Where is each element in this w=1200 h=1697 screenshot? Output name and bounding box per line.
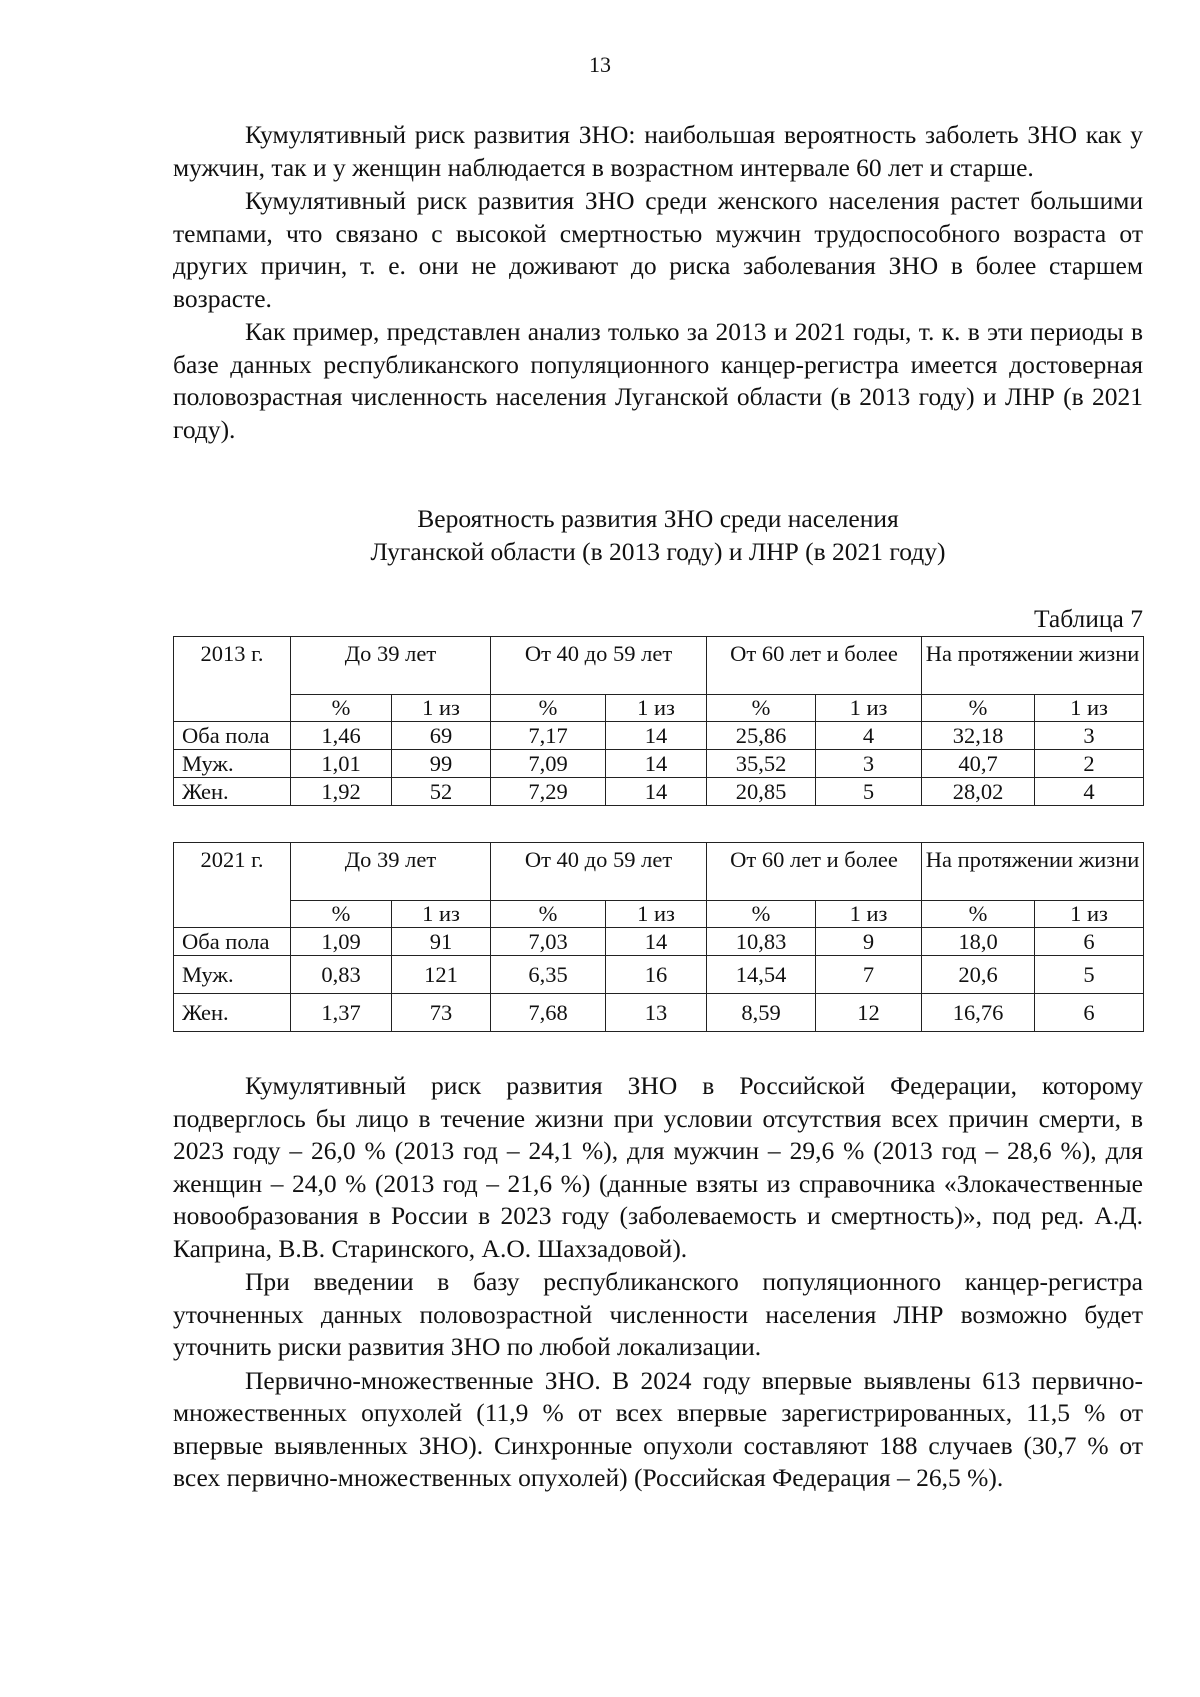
table-cell: 52 <box>392 778 491 806</box>
table-cell: 32,18 <box>922 722 1035 750</box>
table-cell: 20,6 <box>922 956 1035 994</box>
table-cell: 7,09 <box>491 750 606 778</box>
table-cell: 4 <box>816 722 922 750</box>
table-cell: 6 <box>1035 994 1144 1032</box>
table-cell: 2 <box>1035 750 1144 778</box>
group-header-lifetime: На протяжении жизни <box>922 843 1144 901</box>
year-cell: 2021 г. <box>174 843 291 928</box>
table-row <box>174 778 1144 806</box>
table-title <box>173 503 1143 568</box>
table-row <box>174 750 1144 778</box>
table-cell: 7,29 <box>491 778 606 806</box>
table-cell: 1,37 <box>291 994 392 1032</box>
table-cell: 99 <box>392 750 491 778</box>
table-cell: 8,59 <box>707 994 816 1032</box>
table-cell: 0,83 <box>291 956 392 994</box>
table-cell: 5 <box>816 778 922 806</box>
table-cell: 69 <box>392 722 491 750</box>
row-label: Муж. <box>174 750 291 778</box>
table-cell: 14 <box>606 928 707 956</box>
risk-table-2013 <box>173 636 1144 806</box>
percent-header: % <box>291 901 392 928</box>
table-cell: 13 <box>606 994 707 1032</box>
table-row <box>174 994 1144 1032</box>
table-cell: 14 <box>606 778 707 806</box>
table-cell: 3 <box>1035 722 1144 750</box>
row-label: Оба пола <box>174 928 291 956</box>
percent-header: % <box>922 901 1035 928</box>
table-cell: 7,68 <box>491 994 606 1032</box>
group-header-60-plus: От 60 лет и более <box>707 843 922 901</box>
table-header-row <box>174 843 1144 901</box>
year-cell: 2013 г. <box>174 637 291 722</box>
group-header-60-plus: От 60 лет и более <box>707 637 922 695</box>
table-cell: 7,03 <box>491 928 606 956</box>
paragraph-female-risk: Кумулятивный риск развития ЗНО среди женского населения растет большими темпами, что связано с высокой смертностью мужчин трудоспособного возраста от других причин, т. е. они не доживают до риска заболевания ЗНО в более старшем возрасте. <box>173 186 1143 313</box>
table-cell: 3 <box>816 750 922 778</box>
table-cell: 6,35 <box>491 956 606 994</box>
table-cell: 14,54 <box>707 956 816 994</box>
percent-header: % <box>707 901 816 928</box>
group-header-40-59: От 40 до 59 лет <box>491 637 707 695</box>
one-in-header: 1 из <box>816 695 922 722</box>
table-cell: 91 <box>392 928 491 956</box>
row-label: Муж. <box>174 956 291 994</box>
one-in-header: 1 из <box>1035 901 1144 928</box>
table-cell: 7 <box>816 956 922 994</box>
percent-header: % <box>707 695 816 722</box>
table-cell: 12 <box>816 994 922 1032</box>
percent-header: % <box>291 695 392 722</box>
row-label: Оба пола <box>174 722 291 750</box>
row-label: Жен. <box>174 778 291 806</box>
table-cell: 4 <box>1035 778 1144 806</box>
intro-text <box>173 119 1143 446</box>
paragraph-multiple-tumors: Первично-множественные ЗНО. В 2024 году впервые выявлены 613 первично-множественных опухолей (11,9 % от всех впервые зарегистрированных, 11,5 % от впервые выявленных ЗНО). Синхронные опухоли составляют 188 случаев (30,7 % от всех первично-множественных опухолей) (Российская Федерация – 26,5 %). <box>173 1365 1143 1492</box>
table-cell: 1,01 <box>291 750 392 778</box>
table-cell: 28,02 <box>922 778 1035 806</box>
table-cell: 20,85 <box>707 778 816 806</box>
table-cell: 6 <box>1035 928 1144 956</box>
one-in-header: 1 из <box>392 901 491 928</box>
table-cell: 1,92 <box>291 778 392 806</box>
table-header-row <box>174 637 1144 695</box>
table-cell: 1,46 <box>291 722 392 750</box>
row-label: Жен. <box>174 994 291 1032</box>
table-row <box>174 928 1144 956</box>
table-title-line-1: Вероятность развития ЗНО среди населения <box>417 504 899 533</box>
paragraph-cumulative-risk: Кумулятивный риск развития ЗНО: наибольшая вероятность заболеть ЗНО как у мужчин, так и у женщин наблюдается в возрастном интервале 60 лет и старше. <box>173 120 1143 182</box>
paragraph-analysis-example: Как пример, представлен анализ только за 2013 и 2021 годы, т. к. в эти периоды в базе данных республиканского популяционного канцер-регистра имеется достоверная половозрастная численность населения Луганской области (в 2013 году) и ЛНР (в 2021 году). <box>173 317 1143 444</box>
table-cell: 5 <box>1035 956 1144 994</box>
closing-text <box>173 1070 1143 1495</box>
table-cell: 14 <box>606 750 707 778</box>
group-header-lifetime: На протяжении жизни <box>922 637 1144 695</box>
one-in-header: 1 из <box>392 695 491 722</box>
group-header-under-39: До 39 лет <box>291 843 491 901</box>
paragraph-russia-risk: Кумулятивный риск развития ЗНО в Российской Федерации, которому подверглось бы лицо в течение жизни при условии отсутствия всех причин смерти, в 2023 году – 26,0 % (2013 год – 24,1 %), для мужчин – 29,6 % (2013 год – 28,6 %), для женщин – 24,0 % (2013 год – 21,6 %) (данные взяты из справочника «Злокачественные новообразования в России в 2023 году (заболеваемость и смертность)», под ред. А.Д. Каприна, В.В. Старинского, А.О. Шахзадовой). <box>173 1071 1143 1263</box>
one-in-header: 1 из <box>606 901 707 928</box>
table-cell: 7,17 <box>491 722 606 750</box>
percent-header: % <box>491 695 606 722</box>
table-cell: 121 <box>392 956 491 994</box>
table-cell: 10,83 <box>707 928 816 956</box>
table-row <box>174 956 1144 994</box>
paragraph-registry-update: При введении в базу республиканского популяционного канцер-регистра уточненных данных половозрастной численности населения ЛНР возможно будет уточнить риски развития ЗНО по любой локализации. <box>173 1267 1143 1361</box>
one-in-header: 1 из <box>1035 695 1144 722</box>
table-subheader-row <box>174 695 1144 722</box>
table-row <box>174 722 1144 750</box>
percent-header: % <box>922 695 1035 722</box>
risk-table-2021 <box>173 842 1144 1032</box>
group-header-under-39: До 39 лет <box>291 637 491 695</box>
table-cell: 35,52 <box>707 750 816 778</box>
table-subheader-row <box>174 901 1144 928</box>
one-in-header: 1 из <box>606 695 707 722</box>
table-cell: 73 <box>392 994 491 1032</box>
page-number: 13 <box>589 52 611 77</box>
table-cell: 16,76 <box>922 994 1035 1032</box>
table-cell: 1,09 <box>291 928 392 956</box>
one-in-header: 1 из <box>816 901 922 928</box>
table-title-line-2: Луганской области (в 2013 году) и ЛНР (в 2021 году) <box>370 536 946 566</box>
table-cell: 14 <box>606 722 707 750</box>
table-label: Таблица 7 <box>1033 604 1143 633</box>
table-cell: 25,86 <box>707 722 816 750</box>
table-cell: 9 <box>816 928 922 956</box>
group-header-40-59: От 40 до 59 лет <box>491 843 707 901</box>
table-cell: 16 <box>606 956 707 994</box>
table-cell: 18,0 <box>922 928 1035 956</box>
table-cell: 40,7 <box>922 750 1035 778</box>
percent-header: % <box>491 901 606 928</box>
